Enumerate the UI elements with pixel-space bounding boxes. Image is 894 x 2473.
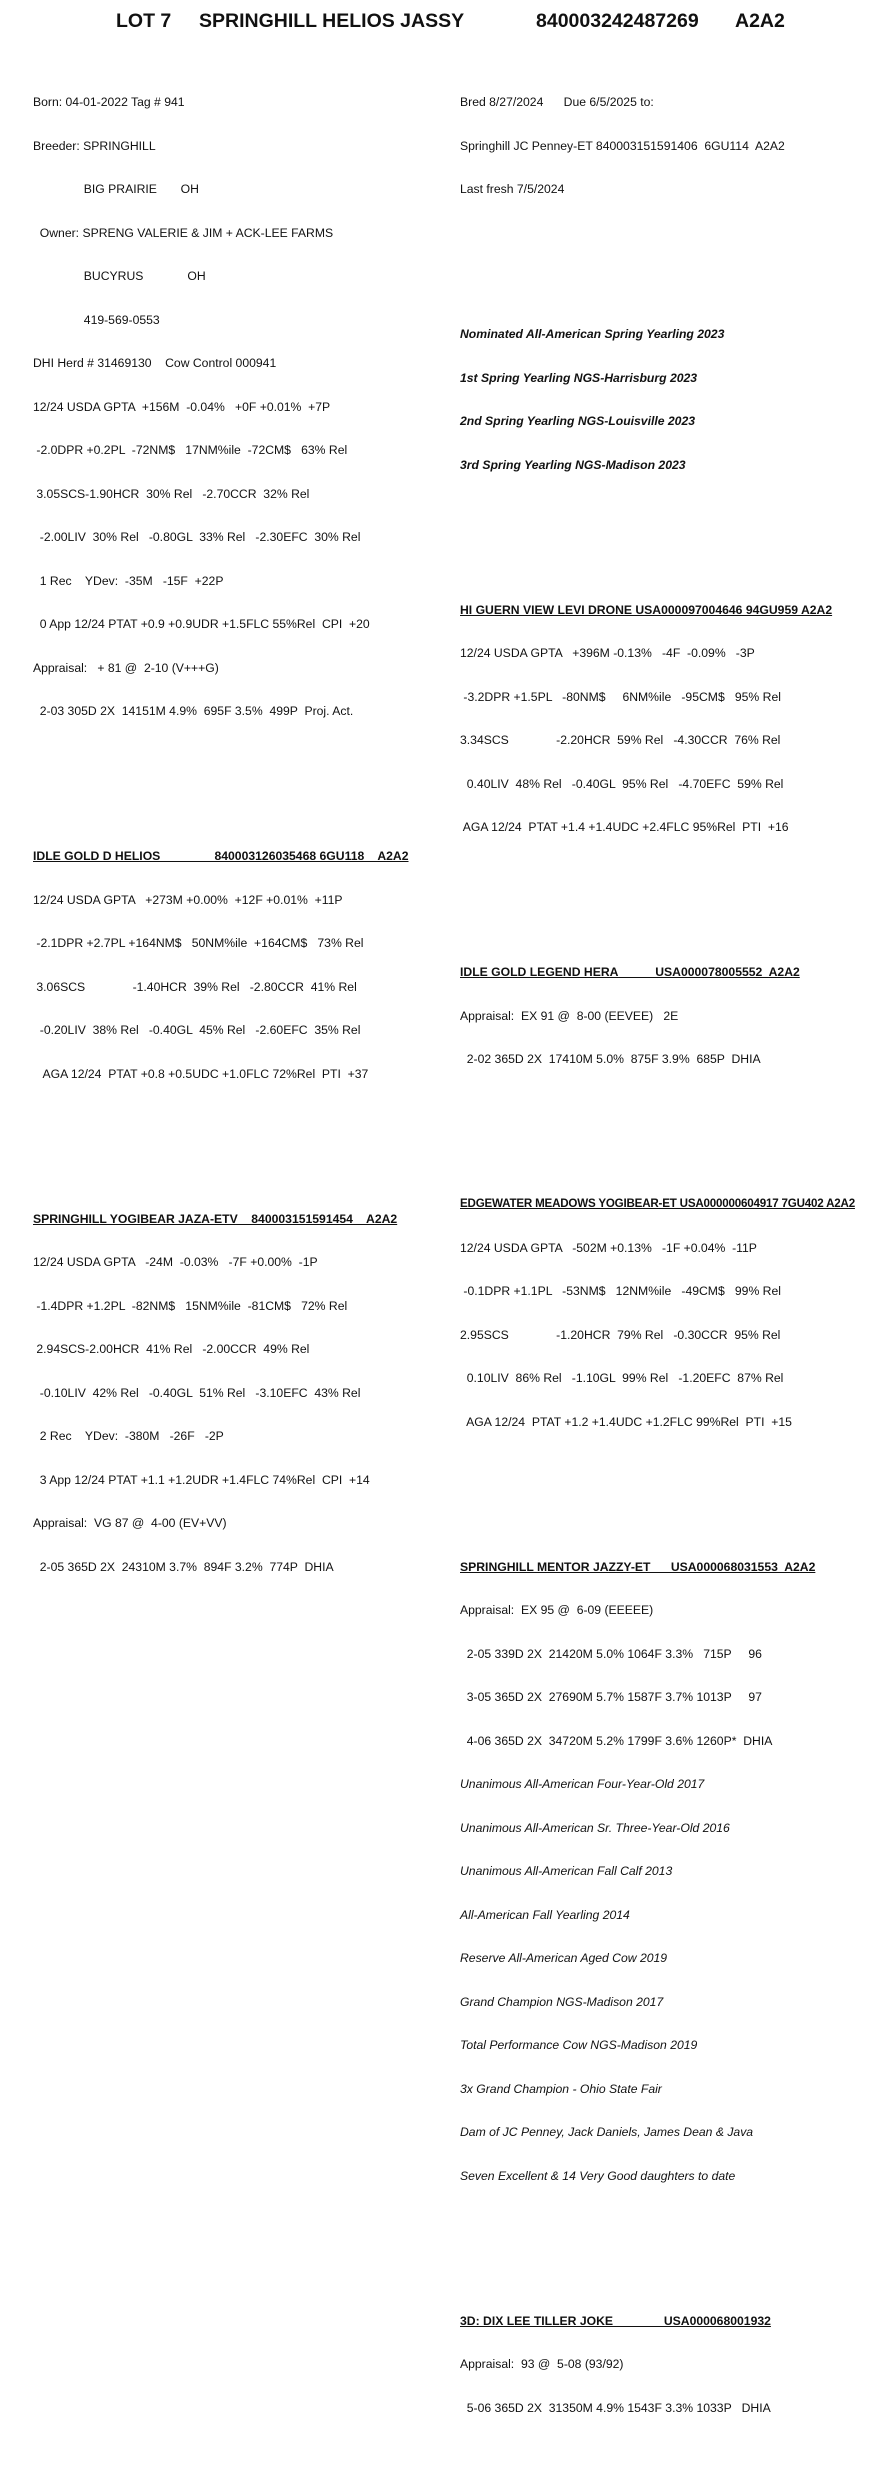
info-line: 2-03 305D 2X 14151M 4.9% 695F 3.5% 499P Proj. Act. xyxy=(33,704,354,718)
sire-line: -0.20LIV 38% Rel -0.40GL 45% Rel -2.60EFC 35% Rel xyxy=(33,1023,361,1037)
animal-honors xyxy=(460,298,855,501)
sire-dam-line: Appraisal: EX 91 @ 8-00 (EEVEE) 2E xyxy=(460,1008,679,1023)
dam-dam-honor: Unanimous All-American Sr. Three-Year-Old 2016 xyxy=(460,1820,730,1835)
info-line: 1 Rec YDev: -35M -15F +22P xyxy=(33,573,224,588)
sire-dam-header: IDLE GOLD LEGEND HERA USA000078005552 A2A2 xyxy=(460,965,800,979)
sire-sire-line: 3.34SCS -2.20HCR 59% Rel -4.30CCR 76% Rel xyxy=(460,733,781,747)
dam-dam-line: Appraisal: EX 95 @ 6-09 (EEEEE) xyxy=(460,1603,654,1617)
info-line: 419-569-0553 xyxy=(33,312,160,327)
dam-dam-honor: Dam of JC Penney, Jack Daniels, James Dean & Java xyxy=(460,2125,754,2139)
dam-dam-line: 4-06 365D 2X 34720M 5.2% 1799F 3.6% 1260P* DHIA xyxy=(460,1733,773,1748)
honor-line: Nominated All-American Spring Yearling 2023 xyxy=(460,327,725,341)
dam-sire-line: 12/24 USDA GPTA -502M +0.13% -1F +0.04% -11P xyxy=(460,1240,757,1255)
info-line: -2.0DPR +0.2PL -72NM$ 17NM%ile -72CM$ 63% Rel xyxy=(33,443,348,457)
sire-line: AGA 12/24 PTAT +0.8 +0.5UDC +1.0FLC 72%Rel PTI +37 xyxy=(33,1066,369,1081)
dam-dam-line: 2-05 339D 2X 21420M 5.0% 1064F 3.3% 715P 96 xyxy=(460,1646,762,1661)
dam-line: -1.4DPR +1.2PL -82NM$ 15NM%ile -81CM$ 72% Rel xyxy=(33,1298,348,1313)
bred-line: Last fresh 7/5/2024 xyxy=(460,182,565,196)
dam-line: 2.94SCS-2.00HCR 41% Rel -2.00CCR 49% Rel xyxy=(33,1342,310,1356)
honor-line: 3rd Spring Yearling NGS-Madison 2023 xyxy=(460,457,686,472)
sire-line: -2.1DPR +2.7PL +164NM$ 50NM%ile +164CM$ 73% Rel xyxy=(33,936,364,950)
sire-line: 12/24 USDA GPTA +273M +0.00% +12F +0.01% +11P xyxy=(33,892,343,907)
info-line: DHI Herd # 31469130 Cow Control 000941 xyxy=(33,356,277,370)
dam-sire-section xyxy=(460,1168,855,1458)
left-column xyxy=(33,37,409,1632)
dam-dam-honor: Seven Excellent & 14 Very Good daughters to date xyxy=(460,2168,736,2183)
dam-line: 2 Rec YDev: -380M -26F -2P xyxy=(33,1429,224,1443)
dam-dam-honor: All-American Fall Yearling 2014 xyxy=(460,1907,630,1922)
info-line: Breeder: SPRINGHILL xyxy=(33,138,156,153)
dam-dam-honor: Unanimous All-American Fall Calf 2013 xyxy=(460,1864,673,1878)
info-line: 3.05SCS-1.90HCR 30% Rel -2.70CCR 32% Rel xyxy=(33,486,310,501)
dam-line: Appraisal: VG 87 @ 4-00 (EV+VV) xyxy=(33,1516,227,1530)
sire-line: 3.06SCS -1.40HCR 39% Rel -2.80CCR 41% Rel xyxy=(33,979,357,994)
breeding-info xyxy=(460,66,855,226)
dam-line: 12/24 USDA GPTA -24M -0.03% -7F +0.00% -1P xyxy=(33,1255,318,1269)
sire-sire-line: AGA 12/24 PTAT +1.4 +1.4UDC +2.4FLC 95%Rel PTI +16 xyxy=(460,820,789,834)
beta-casein: A2A2 xyxy=(735,10,785,32)
bred-line: Bred 8/27/2024 Due 6/5/2025 to: xyxy=(460,95,654,109)
info-line: Appraisal: + 81 @ 2-10 (V+++G) xyxy=(33,660,219,675)
sire-header: IDLE GOLD D HELIOS 840003126035468 6GU118 A2A2 xyxy=(33,849,409,863)
dam-sire-line: -0.1DPR +1.1PL -53NM$ 12NM%ile -49CM$ 99% Rel xyxy=(460,1284,781,1298)
dam-line: 2-05 365D 2X 24310M 3.7% 894F 3.2% 774P DHIA xyxy=(33,1559,334,1574)
dam-dam-honor: 3x Grand Champion - Ohio State Fair xyxy=(460,2081,662,2096)
animal-name: SPRINGHILL HELIOS JASSY xyxy=(199,10,465,32)
dam-dam-honor: Unanimous All-American Four-Year-Old 2017 xyxy=(460,1777,705,1791)
info-line: -2.00LIV 30% Rel -0.80GL 33% Rel -2.30EFC 30% Rel xyxy=(33,530,361,544)
info-line: Owner: SPRENG VALERIE & JIM + ACK-LEE FARMS xyxy=(33,225,334,240)
animal-info xyxy=(33,66,409,748)
third-dam-line: Appraisal: 93 @ 5-08 (93/92) xyxy=(460,2357,624,2371)
dam-sire-line: 0.10LIV 86% Rel -1.10GL 99% Rel -1.20EFC 87% Rel xyxy=(460,1371,784,1385)
third-dam-line: 5-06 365D 2X 31350M 4.9% 1543F 3.3% 1033P DHIA xyxy=(460,2400,771,2415)
third-dam-section xyxy=(460,2285,855,2445)
sire-sire-line: 0.40LIV 48% Rel -0.40GL 95% Rel -4.70EFC 59% Rel xyxy=(460,776,784,791)
third-dam-header: 3D: DIX LEE TILLER JOKE USA000068001932 xyxy=(460,2313,771,2328)
dam-dam-honor: Reserve All-American Aged Cow 2019 xyxy=(460,1951,668,1965)
info-line: BUCYRUS OH xyxy=(33,269,206,283)
dam-line: 3 App 12/24 PTAT +1.1 +1.2UDR +1.4FLC 74%Rel CPI +14 xyxy=(33,1472,370,1487)
sire-dam-line: 2-02 365D 2X 17410M 5.0% 875F 3.9% 685P DHIA xyxy=(460,1052,761,1066)
registration-number: 840003242487269 xyxy=(536,10,699,32)
sire-sire-line: -3.2DPR +1.5PL -80NM$ 6NM%ile -95CM$ 95% Rel xyxy=(460,689,781,704)
lot-number: LOT 7 xyxy=(116,10,172,32)
dam-sire-line: AGA 12/24 PTAT +1.2 +1.4UDC +1.2FLC 99%Rel PTI +15 xyxy=(460,1414,792,1429)
right-column xyxy=(460,37,855,2473)
sire-sire-section xyxy=(460,574,855,864)
sire-dam-section xyxy=(460,936,855,1096)
dam-section xyxy=(33,1183,409,1604)
sire-section xyxy=(33,820,409,1110)
dam-header: SPRINGHILL YOGIBEAR JAZA-ETV 840003151591454 A2A2 xyxy=(33,1211,398,1226)
dam-line: -0.10LIV 42% Rel -0.40GL 51% Rel -3.10EFC 43% Rel xyxy=(33,1385,361,1400)
sire-sire-line: 12/24 USDA GPTA +396M -0.13% -4F -0.09% -3P xyxy=(460,646,755,660)
info-line: BIG PRAIRIE OH xyxy=(33,182,199,196)
bred-line: Springhill JC Penney-ET 840003151591406 6GU114 A2A2 xyxy=(460,138,785,153)
dam-dam-section xyxy=(460,1531,855,2213)
dam-dam-header: SPRINGHILL MENTOR JAZZY-ET USA000068031553 A2A2 xyxy=(460,1559,816,1574)
sire-sire-header: HI GUERN VIEW LEVI DRONE USA000097004646 94GU959 A2A2 xyxy=(460,602,833,617)
dam-dam-line: 3-05 365D 2X 27690M 5.7% 1587F 3.7% 1013P 97 xyxy=(460,1690,762,1704)
dam-dam-honor: Grand Champion NGS-Madison 2017 xyxy=(460,1994,664,2009)
info-line: Born: 04-01-2022 Tag # 941 xyxy=(33,95,185,109)
dam-sire-header: EDGEWATER MEADOWS YOGIBEAR-ET USA000000604917 7GU402 A2A2 xyxy=(460,1197,855,1210)
dam-sire-line: 2.95SCS -1.20HCR 79% Rel -0.30CCR 95% Rel xyxy=(460,1327,781,1342)
dam-dam-honor: Total Performance Cow NGS-Madison 2019 xyxy=(460,2038,698,2052)
info-line: 0 App 12/24 PTAT +0.9 +0.9UDR +1.5FLC 55%Rel CPI +20 xyxy=(33,617,370,631)
honor-line: 2nd Spring Yearling NGS-Louisville 2023 xyxy=(460,414,696,428)
honor-line: 1st Spring Yearling NGS-Harrisburg 2023 xyxy=(460,370,698,385)
info-line: 12/24 USDA GPTA +156M -0.04% +0F +0.01% +7P xyxy=(33,399,331,414)
